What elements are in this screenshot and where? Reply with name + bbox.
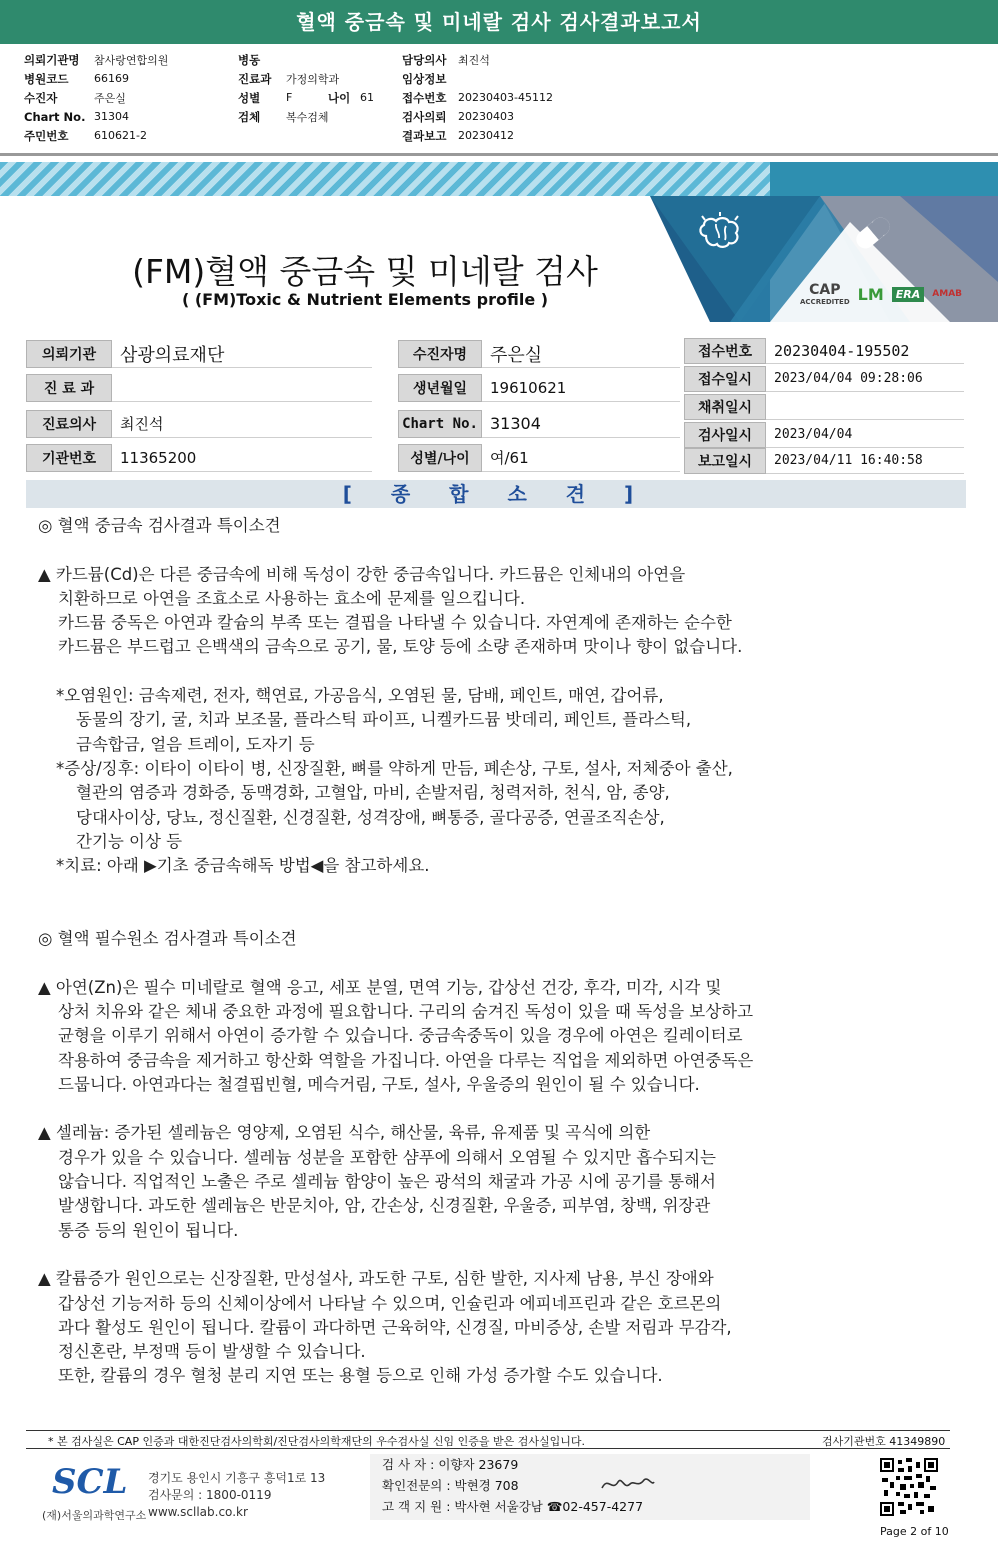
- info-row: [26, 374, 372, 402]
- info-label: 접수번호: [684, 338, 766, 364]
- info-value: 주은실: [482, 340, 680, 368]
- header-col-1: [24, 50, 168, 145]
- header-value: 최진석: [458, 53, 490, 67]
- header-label: 진료과: [238, 71, 272, 86]
- info-value: 최진석: [112, 410, 372, 438]
- tester-line: 검 사 자 : 이향자 23679: [382, 1457, 519, 1472]
- header-value: 가정의학과: [286, 72, 340, 86]
- era-logo: ERA: [892, 287, 925, 302]
- header-value: 20230403-45112: [458, 91, 553, 104]
- phone-line: 검사문의 : 1800-0119: [148, 1488, 272, 1502]
- header-value: 66169: [94, 72, 129, 85]
- footer-registration-number: 검사기관번호 41349890: [822, 1435, 946, 1448]
- header-col-2: [238, 50, 374, 126]
- paragraph-line: ▲ 칼륨증가 원인으로는 신장질환, 만성설사, 과도한 구토, 심한 발한, 지사제 남용, 부신 장애와: [38, 1269, 714, 1289]
- info-label: 수진자명: [398, 340, 482, 368]
- paragraph-line: *치료: 아래 ▶기초 중금속해독 방법◀을 참고하세요.: [56, 856, 430, 876]
- page-number: Page 2 of 10: [880, 1525, 949, 1538]
- lm-logo: LM: [857, 284, 884, 304]
- header-value: 31304: [94, 110, 129, 123]
- info-row: [398, 374, 680, 402]
- header-value: F: [286, 91, 293, 104]
- info-value: [766, 394, 964, 420]
- info-row: [684, 422, 964, 448]
- info-row: [398, 410, 680, 438]
- info-label: 생년월일: [398, 374, 482, 402]
- info-value: 19610621: [482, 374, 680, 402]
- header-label: 의뢰기관명: [24, 52, 80, 67]
- header-label: Chart No.: [24, 109, 86, 124]
- info-row: [684, 394, 964, 420]
- paragraph-line: 통증 등의 원인이 됩니다.: [58, 1220, 239, 1240]
- summary-section-title: [ 종 합 소 견 ]: [26, 480, 966, 508]
- report-header: [0, 44, 998, 156]
- info-value: 삼광의료재단: [112, 340, 372, 368]
- paragraph-line: 또한, 칼륨의 경우 혈청 분리 지연 또는 용혈 등으로 인해 가성 증가할 수도 있습니다.: [58, 1366, 663, 1386]
- capsule-icon: [848, 208, 898, 258]
- paragraph-line: ▲ 셀레늄: 증가된 셀레늄은 영양제, 오염된 식수, 해산물, 육류, 유제품 및 곡식에 의한: [38, 1123, 651, 1143]
- address-line: 경기도 용인시 기흥구 흥덕1로 13: [148, 1471, 326, 1485]
- info-label: 접수일시: [684, 366, 766, 392]
- info-value: 여/61: [482, 444, 680, 472]
- paragraph-line: 경우가 있을 수 있습니다. 셀레늄 성분을 포함한 샴푸에 의해서 오염될 수 있지만 흡수되지는: [58, 1147, 716, 1167]
- support-line: 고 객 지 원 : 박사현 서울강남 ☎02-457-4277: [382, 1499, 644, 1514]
- header-value: 20230412: [458, 129, 514, 142]
- info-label: 진 료 과: [26, 374, 112, 402]
- header-label: 접수번호: [402, 90, 447, 105]
- amab-logo: AMAB: [932, 289, 963, 299]
- paragraph-line: 당대사이상, 당뇨, 정신질환, 신경질환, 성격장애, 뼈통증, 골다공증, 연골조직손상,: [76, 807, 665, 827]
- header-value: 주은실: [94, 91, 126, 105]
- info-label: 채취일시: [684, 394, 766, 420]
- scl-logo: SCL: [52, 1462, 128, 1502]
- header-label: 검체: [238, 109, 261, 124]
- info-label: Chart No.: [398, 410, 482, 438]
- page-subtitle: ( (FM)Toxic & Nutrient Elements profile ): [181, 290, 549, 309]
- info-row: [398, 340, 680, 368]
- paragraph-line: 드뭅니다. 아연과다는 철결핍빈혈, 메슥거림, 구토, 설사, 우울증의 원인이 될 수 있습니다.: [58, 1074, 700, 1094]
- info-value: 31304: [482, 410, 680, 438]
- info-value: [112, 374, 372, 402]
- header-label: 담당의사: [402, 52, 447, 67]
- info-value: 2023/04/11 16:40:58: [766, 448, 964, 474]
- info-row: [26, 340, 372, 368]
- paragraph-line: 카드뮴은 부드럽고 은백색의 금속으로 공기, 물, 토양 등에 소량 존재하며 맛이나 향이 없습니다.: [58, 637, 743, 657]
- header-label: 수진자: [24, 90, 58, 105]
- paragraph-line: *증상/징후: 이타이 이타이 병, 신장질환, 뼈를 약하게 만듬, 폐손상, 구토, 설사, 저체중아 출산,: [56, 758, 733, 778]
- paragraph-line: 금속합금, 얼음 트레이, 도자기 등: [76, 734, 315, 754]
- staff-info: [370, 1454, 810, 1520]
- cap-logo-text: CAP: [809, 282, 841, 298]
- header-value: 61: [360, 91, 374, 104]
- header-label: 결과보고: [402, 128, 447, 143]
- scl-logo-subtitle: (재)서울의과학연구소: [42, 1509, 147, 1522]
- specialist-line: 확인전문의 : 박현경 708: [382, 1478, 519, 1493]
- info-row: [684, 338, 964, 364]
- accreditation-logos: [800, 282, 962, 306]
- header-label: 성별: [238, 90, 261, 105]
- website-link[interactable]: www.scllab.co.kr: [148, 1505, 248, 1519]
- header-value: 20230403: [458, 110, 514, 123]
- cap-logo: [800, 282, 850, 306]
- info-label: 기관번호: [26, 444, 112, 472]
- info-label: 의뢰기관: [26, 340, 112, 368]
- info-row: [26, 444, 372, 472]
- paragraph-line: 정신혼란, 부정맥 등이 발생할 수 있습니다.: [58, 1342, 366, 1362]
- footer-accreditation-note: * 본 검사실은 CAP 인증과 대한진단검사의학회/진단검사의학재단의 우수검사실 신임 인증을 받은 검사실입니다.: [48, 1435, 586, 1448]
- header-value: 복수검체: [286, 110, 329, 124]
- paragraph-line: 균형을 이루기 위해서 아연이 증가할 수 있습니다. 중금속중독이 있을 경우에 아연은 킬레이터로: [58, 1026, 743, 1046]
- info-label: 진료의사: [26, 410, 112, 438]
- signature-icon: [598, 1470, 658, 1498]
- info-value: 2023/04/04 09:28:06: [766, 366, 964, 392]
- info-label: 성별/나이: [398, 444, 482, 472]
- paragraph-line: 상처 치유와 같은 체내 중요한 과정에 필요합니다. 구리의 숨겨진 독성이 있을 때 독성을 보상하고: [58, 1001, 754, 1021]
- paragraph-line: 동물의 장기, 굴, 치과 보조물, 플라스틱 파이프, 니켈카드뮴 밧데리, 페인트, 플라스틱,: [76, 710, 692, 730]
- cap-logo-sub: ACCREDITED: [800, 298, 850, 306]
- section-heading: ◎ 혈액 필수원소 검사결과 특이소견: [38, 929, 297, 949]
- header-label: 병원코드: [24, 71, 69, 86]
- info-row: [684, 448, 964, 474]
- paragraph-line: 발생합니다. 과도한 셀레늄은 반문치아, 암, 간손상, 신경질환, 우울증, 피부염, 창백, 위장관: [58, 1196, 711, 1216]
- header-label: 주민번호: [24, 128, 69, 143]
- section-heading: ◎ 혈액 중금속 검사결과 특이소견: [38, 516, 281, 535]
- info-row: [684, 366, 964, 392]
- paragraph-line: 카드뮴 중독은 아연과 칼슘의 부족 또는 결핍을 나타낼 수 있습니다. 자연계에 존재하는 순수한: [58, 613, 732, 633]
- paragraph-line: *오염원인: 금속제련, 전자, 핵연료, 가공음식, 오염된 물, 담배, 페인트, 매연, 갑어류,: [56, 686, 664, 706]
- header-label: 병동: [238, 52, 261, 67]
- header-label: 검사의뢰: [402, 109, 447, 124]
- header-col-3: [402, 50, 553, 145]
- paragraph-line: ▲ 카드뮴(Cd)은 다른 중금속에 비해 독성이 강한 중금속입니다. 카드뮴은 인체내의 아연을: [38, 564, 686, 584]
- header-label: 임상정보: [402, 71, 447, 86]
- info-label: 보고일시: [684, 448, 766, 474]
- report-banner-title: 혈액 중금속 및 미네랄 검사 검사결과보고서: [0, 0, 998, 44]
- paragraph-line: 간기능 이상 등: [76, 831, 183, 851]
- info-value: 20230404-195502: [766, 338, 964, 364]
- info-row: [398, 444, 680, 472]
- paragraph-line: 과다 활성도 원인이 됩니다. 칼륨이 과다하면 근육허약, 신경질, 마비증상, 손발 저림과 무감각,: [58, 1317, 732, 1337]
- info-row: [26, 410, 372, 438]
- header-value: 참사랑연합의원: [94, 53, 169, 67]
- paragraph-line: 작용하여 중금속을 제거하고 항산화 역할을 가집니다. 아연을 다루는 직업을 제외하면 아연중독은: [58, 1050, 754, 1070]
- info-value: 2023/04/04: [766, 422, 964, 448]
- paragraph-line: 치환하므로 아연을 조효소로 사용하는 효소에 문제를 일으킵니다.: [58, 588, 526, 608]
- header-label: 나이: [328, 90, 351, 105]
- paragraph-line: 않습니다. 직업적인 노출은 주로 셀레늄 함양이 높은 광석의 채굴과 가공 시에 공기를 통해서: [58, 1172, 716, 1192]
- footer-divider: [26, 1430, 950, 1431]
- footer-divider: [26, 1448, 950, 1449]
- paragraph-line: 갑상선 기능저하 등의 신체이상에서 나타날 수 있으며, 인슐린과 에피네프린과 같은 호르몬의: [58, 1293, 722, 1313]
- header-value: 610621-2: [94, 129, 147, 142]
- info-label: 검사일시: [684, 422, 766, 448]
- info-value: 11365200: [112, 444, 372, 472]
- page-title: (FM)혈액 중금속 및 미네랄 검사: [132, 252, 598, 291]
- paragraph-line: ▲ 아연(Zn)은 필수 미네랄로 혈액 응고, 세포 분열, 면역 기능, 갑상선 건강, 후각, 미각, 시각 및: [38, 977, 722, 997]
- summary-body: [38, 514, 968, 1389]
- lab-address: [148, 1470, 325, 1521]
- paragraph-line: 혈관의 염증과 경화증, 동맥경화, 고혈압, 마비, 손발저림, 청력저하, 천식, 암, 종양,: [76, 783, 670, 803]
- qr-code-icon: [880, 1458, 938, 1516]
